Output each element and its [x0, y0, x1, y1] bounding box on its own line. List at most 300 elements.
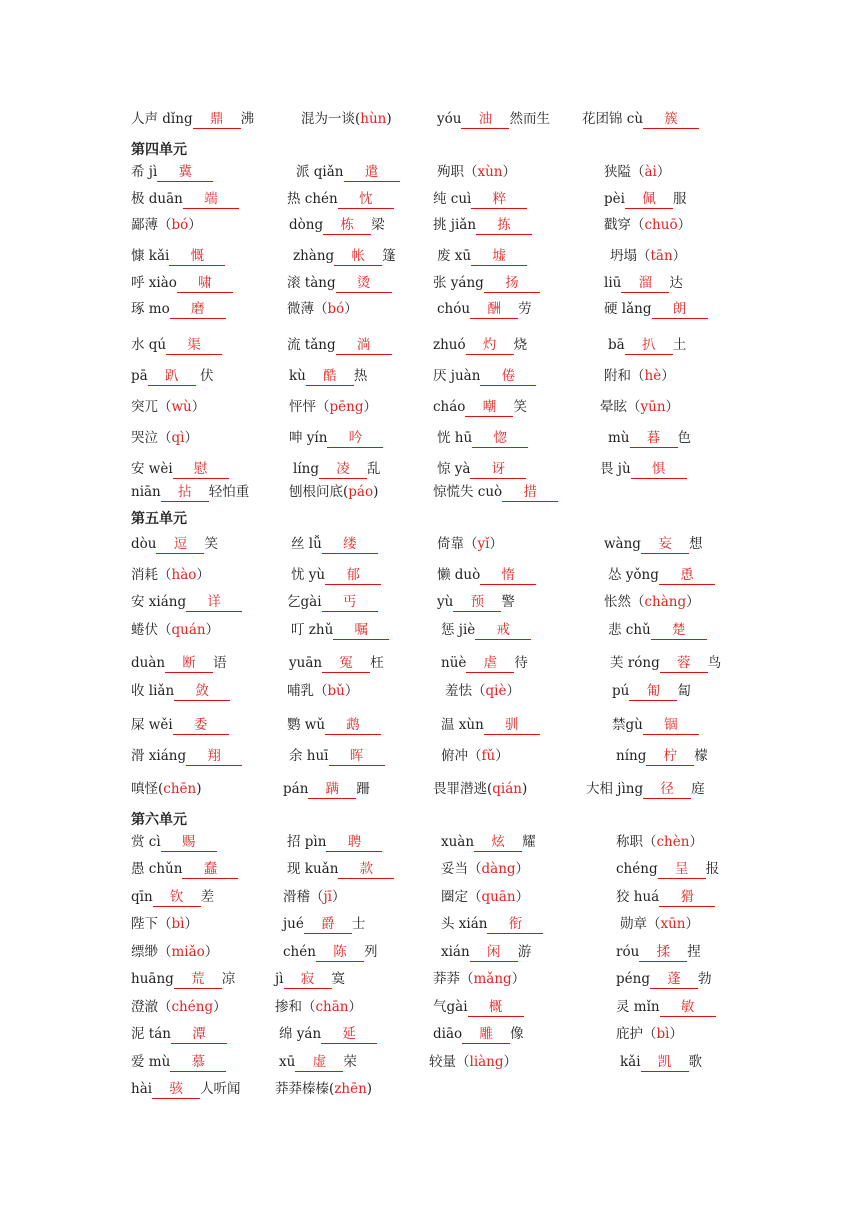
vocab-item [441, 831, 536, 853]
vocab-item [620, 1051, 702, 1073]
answer-blank[interactable]: 蹒 [308, 780, 356, 799]
item-suffix: ） [502, 164, 517, 180]
item-suffix: ） [188, 217, 202, 233]
answer-blank[interactable]: 妄 [641, 535, 689, 554]
answer-blank[interactable]: 拣 [476, 216, 532, 235]
item-prompt: huāng [131, 971, 174, 987]
answer-blank[interactable]: 拈 [161, 483, 209, 502]
vocab-item [289, 427, 383, 449]
vocab-item [275, 968, 345, 990]
answer-blank[interactable]: 簇 [643, 110, 699, 129]
item-suffix: 游 [517, 944, 532, 960]
vocab-item [131, 396, 205, 418]
answer-blank[interactable]: 衔 [487, 915, 543, 934]
vocab-item [131, 533, 218, 555]
pinyin-answer: zhēn [334, 1081, 367, 1097]
item-prompt: 蜷伏（ [131, 622, 172, 638]
item-prompt: 悲 chǔ [608, 622, 651, 638]
answer-blank[interactable]: 灼 [466, 336, 514, 355]
answer-blank[interactable]: 慰 [173, 460, 229, 479]
answer-blank[interactable]: 端 [183, 190, 239, 209]
vocab-item [437, 298, 532, 320]
answer-blank[interactable]: 钦 [153, 888, 201, 907]
item-prompt: 羞怯（ [445, 683, 486, 699]
vocab-item [283, 913, 365, 935]
vocab-row [0, 108, 860, 130]
vocab-item [437, 161, 516, 183]
item-suffix: 轻怕重 [208, 484, 250, 500]
item-prompt: 晕眩（ [600, 399, 641, 415]
vocab-item [433, 188, 527, 210]
pinyin-answer: chèn [656, 834, 690, 850]
item-prompt: zhàng [293, 248, 335, 264]
vocab-item [131, 652, 227, 674]
answer-blank[interactable]: 驯 [484, 716, 540, 735]
item-prompt: 赏 cì [131, 834, 161, 850]
answer-blank[interactable]: 虚 [295, 1053, 343, 1072]
answer-blank[interactable]: 蠢 [182, 860, 238, 879]
item-prompt: 妥当（ [441, 861, 482, 877]
item-prompt: 忧 yù [291, 567, 326, 583]
item-suffix: 乱 [366, 461, 381, 477]
vocab-item [441, 858, 529, 880]
item-prompt: 废 xū [437, 248, 472, 264]
pinyin-answer: liàng [469, 1054, 504, 1070]
vocab-item [287, 858, 394, 880]
answer-blank[interactable]: 揉 [639, 943, 687, 962]
vocab-item [445, 680, 520, 702]
vocab-item [275, 996, 362, 1018]
item-prompt: 温 xùn [441, 717, 484, 733]
item-prompt: 泥 tán [131, 1026, 171, 1042]
item-prompt: xián [441, 944, 470, 960]
answer-blank[interactable]: 戒 [475, 621, 531, 640]
answer-blank[interactable]: 凌 [319, 460, 367, 479]
vocab-row [0, 968, 860, 990]
item-prompt: 怦怦（ [289, 399, 330, 415]
vocab-row [0, 334, 860, 356]
item-prompt: péng [616, 971, 650, 987]
item-prompt: 畏罪潜逃( [433, 781, 493, 797]
item-suffix: 歌 [688, 1054, 703, 1070]
vocab-item [289, 481, 378, 503]
answer-blank[interactable]: 赐 [161, 833, 217, 852]
answer-blank[interactable]: 闲 [470, 943, 518, 962]
item-prompt: 缥缈（ [131, 944, 172, 960]
answer-blank[interactable]: 墟 [471, 247, 527, 266]
answer-blank[interactable]: 雕 [462, 1025, 510, 1044]
answer-blank[interactable]: 逗 [156, 535, 204, 554]
item-prompt: 极 duān [131, 191, 183, 207]
vocab-row [0, 652, 860, 674]
answer-blank[interactable]: 冀 [157, 163, 213, 182]
vocab-item [131, 427, 198, 449]
vocab-item [131, 886, 214, 908]
pinyin-answer: páo [348, 484, 374, 500]
item-suffix: 警 [501, 594, 515, 610]
item-suffix: 土 [672, 337, 687, 353]
item-prompt: 称职（ [616, 834, 657, 850]
vocab-item [604, 298, 708, 320]
item-prompt: 绵 yán [279, 1026, 322, 1042]
answer-blank[interactable]: 陈 [316, 943, 364, 962]
answer-blank[interactable]: 径 [643, 780, 691, 799]
vocab-item [616, 886, 715, 908]
item-prompt: 安 xiáng [131, 594, 187, 610]
answer-blank[interactable]: 翔 [186, 747, 242, 766]
answer-blank[interactable]: 鼎 [193, 110, 241, 129]
answer-blank[interactable]: 扒 [625, 336, 673, 355]
answer-blank[interactable]: 详 [186, 593, 242, 612]
vocab-item [608, 619, 707, 641]
pinyin-answer: chēn [163, 781, 197, 797]
answer-blank[interactable]: 措 [502, 483, 558, 502]
vocab-item [437, 591, 515, 613]
vocab-row [0, 533, 860, 555]
vocab-item [131, 591, 242, 613]
pinyin-answer: bó [171, 217, 189, 233]
item-suffix: ) [521, 781, 528, 797]
vocab-item [604, 365, 675, 387]
item-suffix: 待 [514, 655, 528, 671]
pinyin-answer: quān [481, 889, 516, 905]
item-suffix: 色 [677, 430, 691, 446]
item-prompt: 哭泣（ [131, 430, 172, 446]
vocab-item [437, 564, 536, 586]
answer-blank[interactable]: 慨 [169, 247, 225, 266]
answer-blank[interactable]: 晖 [329, 747, 385, 766]
vocab-row [0, 941, 860, 963]
answer-blank[interactable]: 柠 [646, 747, 694, 766]
item-suffix: ） [689, 834, 703, 850]
pinyin-answer: bó [327, 301, 345, 317]
answer-blank[interactable]: 匍 [629, 682, 677, 701]
answer-blank[interactable]: 丐 [322, 593, 378, 612]
vocab-item [287, 714, 381, 736]
item-prompt: 澄澈（ [131, 999, 172, 1015]
answer-blank[interactable]: 款 [338, 860, 394, 879]
answer-blank[interactable]: 敛 [174, 682, 230, 701]
answer-blank[interactable]: 猾 [659, 888, 715, 907]
item-suffix: 笑 [513, 399, 527, 415]
vocab-item [616, 941, 701, 963]
answer-blank[interactable]: 缕 [322, 535, 378, 554]
answer-blank[interactable]: 郁 [325, 566, 381, 585]
answer-blank[interactable]: 荒 [174, 970, 222, 989]
item-suffix: ） [363, 399, 377, 415]
vocab-item [289, 745, 385, 767]
item-suffix: 跚 [356, 781, 370, 797]
answer-blank[interactable]: 惰 [480, 566, 536, 585]
item-prompt: hài [131, 1081, 153, 1097]
answer-blank[interactable]: 概 [468, 998, 524, 1017]
vocab-item [131, 1051, 226, 1073]
item-suffix: ） [495, 748, 509, 764]
answer-blank[interactable]: 潭 [171, 1025, 227, 1044]
pinyin-answer: pēng [329, 399, 364, 415]
vocab-item [287, 298, 358, 320]
item-prompt: duàn [131, 655, 166, 671]
answer-blank[interactable]: 聘 [326, 833, 382, 852]
item-suffix: 凉 [221, 971, 236, 987]
answer-blank[interactable]: 寂 [284, 970, 332, 989]
item-suffix: 枉 [370, 655, 384, 671]
vocab-item [608, 427, 691, 449]
item-suffix: ） [672, 248, 687, 264]
answer-blank[interactable]: 蓬 [650, 970, 698, 989]
answer-blank[interactable]: 淌 [336, 336, 392, 355]
answer-blank[interactable]: 油 [461, 110, 509, 129]
answer-blank[interactable]: 帐 [334, 247, 382, 266]
item-suffix: ） [489, 536, 503, 552]
answer-blank[interactable]: 暮 [630, 429, 678, 448]
vocab-item [612, 714, 699, 736]
answer-blank[interactable]: 鹉 [325, 716, 381, 735]
item-suffix: 荣 [343, 1054, 357, 1070]
pinyin-answer: fǔ [481, 748, 496, 764]
item-prompt: 人声 dǐng [131, 111, 193, 127]
vocab-row [0, 214, 860, 236]
item-prompt: 畏 jù [600, 461, 631, 477]
item-prompt: 气gài [433, 999, 468, 1015]
answer-blank[interactable]: 酬 [470, 300, 518, 319]
item-prompt: 愚 chǔn [131, 861, 183, 877]
answer-blank[interactable]: 倦 [480, 367, 536, 386]
vocab-item [616, 831, 703, 853]
vocab-item [289, 652, 384, 674]
vocab-item [433, 968, 525, 990]
answer-blank[interactable]: 慕 [170, 1053, 226, 1072]
answer-blank[interactable]: 嘲 [465, 398, 513, 417]
vocab-item [131, 745, 242, 767]
vocab-row [0, 396, 860, 418]
pinyin-answer: yǐ [477, 536, 490, 552]
vocab-item [287, 334, 392, 356]
vocab-row [0, 680, 860, 702]
pinyin-answer: hào [171, 567, 197, 583]
answer-blank[interactable]: 锢 [643, 716, 699, 735]
vocab-item [287, 831, 382, 853]
item-prompt: kù [289, 368, 306, 384]
answer-blank[interactable]: 溜 [621, 274, 669, 293]
vocab-row [0, 1051, 860, 1073]
item-prompt: 混为一谈( [301, 111, 361, 127]
item-prompt: bā [608, 337, 625, 353]
item-suffix: ） [677, 217, 692, 233]
answer-blank[interactable]: 佩 [625, 190, 673, 209]
vocab-item [131, 996, 227, 1018]
item-prompt: 莽莽（ [433, 971, 474, 987]
vocab-row [0, 619, 860, 641]
vocab-row [0, 427, 860, 449]
item-prompt: qīn [131, 889, 153, 905]
item-suffix: ） [515, 889, 530, 905]
answer-blank[interactable]: 吟 [327, 429, 383, 448]
item-prompt: 庇护（ [616, 1026, 657, 1042]
answer-blank[interactable]: 楚 [651, 621, 707, 640]
item-suffix: ） [191, 399, 206, 415]
item-prompt: 大相 jìng [586, 781, 644, 797]
answer-blank[interactable]: 炫 [474, 833, 522, 852]
vocab-item [441, 745, 509, 767]
vocab-item [433, 996, 524, 1018]
answer-blank[interactable]: 扬 [484, 274, 540, 293]
answer-blank[interactable]: 委 [173, 716, 229, 735]
item-prompt: dòng [289, 217, 324, 233]
answer-blank[interactable]: 烫 [336, 274, 392, 293]
item-suffix: 劳 [518, 301, 532, 317]
answer-blank[interactable]: 栋 [323, 216, 371, 235]
item-prompt: 懒 duò [437, 567, 481, 583]
pinyin-answer: quán [171, 622, 206, 638]
item-prompt: 俯冲（ [441, 748, 482, 764]
item-suffix: ） [503, 1054, 518, 1070]
answer-blank[interactable]: 断 [165, 654, 213, 673]
item-suffix: 烧 [513, 337, 528, 353]
vocab-row [0, 458, 860, 480]
answer-blank[interactable]: 嘱 [333, 621, 389, 640]
item-prompt: 狭隘（ [604, 164, 645, 180]
vocab-item [279, 1023, 377, 1045]
vocab-item [437, 245, 527, 267]
vocab-item [616, 996, 716, 1018]
item-suffix: 笑 [204, 536, 218, 552]
vocab-item [437, 458, 526, 480]
vocab-item [610, 245, 686, 267]
item-suffix: 伏 [195, 368, 214, 384]
answer-blank[interactable]: 骇 [152, 1080, 200, 1099]
item-suffix: ） [511, 971, 526, 987]
item-prompt: pā [131, 368, 148, 384]
vocab-item [291, 564, 381, 586]
answer-blank[interactable]: 讶 [470, 460, 526, 479]
vocab-row [0, 564, 860, 586]
answer-blank[interactable]: 敏 [660, 998, 716, 1017]
answer-blank[interactable]: 粹 [471, 190, 527, 209]
answer-blank[interactable]: 延 [321, 1025, 377, 1044]
answer-blank[interactable]: 遣 [344, 163, 400, 182]
item-suffix: ） [656, 164, 671, 180]
item-suffix: ） [344, 301, 358, 317]
answer-blank[interactable]: 惚 [472, 429, 528, 448]
item-suffix: ) [373, 484, 379, 500]
item-prompt: 琢 mo [131, 301, 170, 317]
answer-blank[interactable]: 爵 [304, 915, 352, 934]
answer-blank[interactable]: 凯 [641, 1053, 689, 1072]
vocab-item [433, 334, 527, 356]
answer-blank[interactable]: 惧 [631, 460, 687, 479]
answer-blank[interactable]: 朗 [652, 300, 708, 319]
answer-blank[interactable]: 趴 [148, 367, 196, 386]
vocab-item [275, 1078, 372, 1100]
item-suffix: 像 [510, 1026, 524, 1042]
answer-blank[interactable]: 预 [453, 593, 501, 612]
vocab-row [0, 886, 860, 908]
item-prompt: 滚 tàng [287, 275, 336, 291]
pinyin-answer: miǎo [171, 944, 205, 960]
vocab-row [0, 996, 860, 1018]
vocab-item [293, 458, 380, 480]
answer-blank[interactable]: 啸 [177, 274, 233, 293]
vocab-item [283, 778, 370, 800]
pinyin-answer: chàng [644, 594, 687, 610]
vocab-item [604, 188, 686, 210]
vocab-item [441, 913, 543, 935]
item-prompt: 哺乳（ [287, 683, 328, 699]
item-prompt: 硬 lǎng [604, 301, 652, 317]
item-prompt: 爱 mù [131, 1054, 171, 1070]
vocab-item [131, 831, 217, 853]
vocab-item [604, 161, 670, 183]
item-prompt: 惊慌失 cuò [433, 484, 503, 500]
vocab-item [131, 245, 225, 267]
item-prompt: xuàn [441, 834, 475, 850]
item-prompt: 花团锦 cù [582, 111, 644, 127]
vocab-row [0, 245, 860, 267]
item-prompt: 较量（ [429, 1054, 470, 1070]
item-suffix: ） [196, 567, 210, 583]
vocab-item [433, 396, 527, 418]
pinyin-answer: wù [171, 399, 192, 415]
answer-blank[interactable]: 蓉 [660, 654, 708, 673]
pinyin-answer: chān [315, 999, 349, 1015]
item-prompt: pán [283, 781, 309, 797]
item-prompt: 禁gù [612, 717, 643, 733]
vocab-item [441, 652, 528, 674]
answer-blank[interactable]: 呈 [658, 860, 706, 879]
vocab-item [429, 1051, 517, 1073]
vocab-item [131, 272, 233, 294]
answer-blank[interactable]: 虐 [466, 654, 514, 673]
item-prompt: 怅然（ [604, 594, 645, 610]
unit-heading: 第五单元 [131, 511, 187, 527]
vocab-item [616, 858, 719, 880]
item-prompt: 滑稽（ [283, 889, 324, 905]
answer-blank[interactable]: 冤 [322, 654, 370, 673]
pinyin-answer: qì [171, 430, 185, 446]
item-prompt: 掺和（ [275, 999, 316, 1015]
vocab-item [433, 481, 558, 503]
item-prompt: jué [283, 916, 304, 932]
item-prompt: 呻 yín [289, 430, 328, 446]
item-suffix: 沸 [240, 111, 255, 127]
item-suffix: 士 [351, 916, 366, 932]
vocab-item [289, 214, 385, 236]
item-prompt: 坍塌（ [610, 248, 651, 264]
item-prompt: 鹦 wǔ [287, 717, 326, 733]
item-prompt: 收 liǎn [131, 683, 175, 699]
vocab-row [0, 714, 860, 736]
answer-blank[interactable]: 恿 [659, 566, 715, 585]
vocab-item [131, 188, 239, 210]
vocab-item [441, 619, 531, 641]
vocab-row [0, 591, 860, 613]
item-suffix: 然而生 [509, 111, 550, 127]
vocab-item [291, 619, 389, 641]
vocab-row [0, 745, 860, 767]
vocab-item [437, 427, 528, 449]
answer-blank[interactable]: 渠 [166, 336, 222, 355]
vocab-item [131, 680, 230, 702]
answer-blank[interactable]: 酷 [306, 367, 354, 386]
vocab-item [604, 272, 683, 294]
item-prompt: 流 tǎng [287, 337, 336, 353]
answer-blank[interactable]: 磨 [170, 300, 226, 319]
answer-blank[interactable]: 忱 [338, 190, 394, 209]
item-prompt: chén [283, 944, 316, 960]
item-prompt: 倚靠（ [437, 536, 478, 552]
pinyin-answer: qiè [485, 683, 507, 699]
